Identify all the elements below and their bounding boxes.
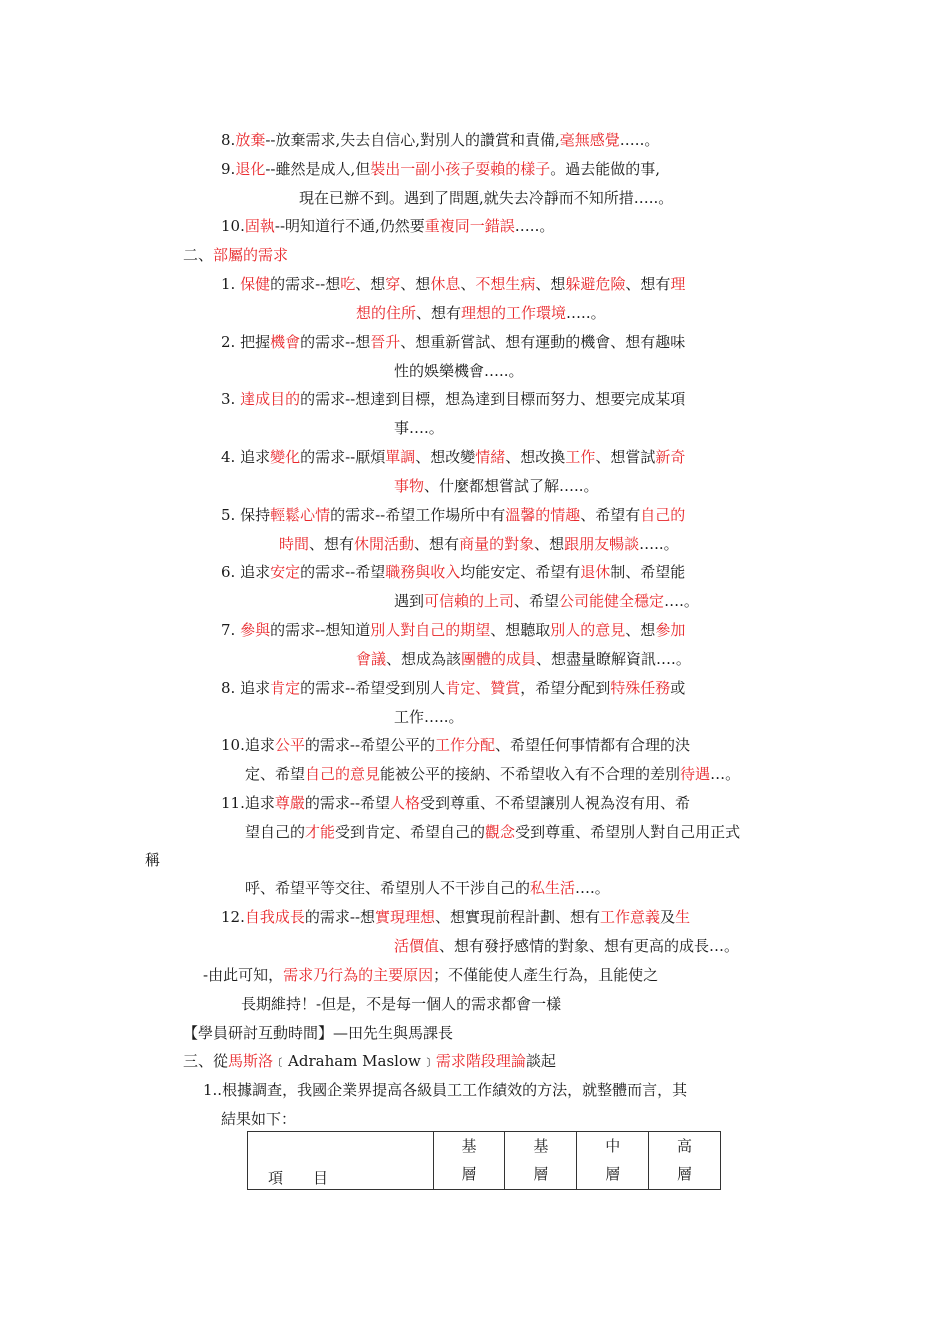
highlight-text: 團體的成員: [461, 650, 537, 668]
highlight-text: 參加: [655, 621, 686, 639]
highlight-text: 新奇: [655, 448, 686, 466]
body-text: 望自己的: [245, 823, 306, 841]
body-text: 的需求--想達到目標，想為達到目標而努力、想要完成某項: [300, 390, 686, 408]
highlight-text: 人格: [390, 794, 421, 812]
highlight-text: 理想的工作環境: [461, 304, 567, 322]
body-text: 能被公平的接納、不希望收入有不合理的差別: [380, 765, 681, 783]
text-line: [241, 994, 561, 1014]
highlight-text: 吃: [340, 275, 356, 293]
body-text: 、希望: [514, 592, 560, 610]
body-text: 3.: [221, 390, 241, 408]
text-line: [221, 332, 685, 352]
body-text: …..。: [514, 217, 555, 235]
body-text: 受到尊重、希望別人對自己用正式: [515, 823, 741, 841]
highlight-text: 公司能健全穩定: [559, 592, 665, 610]
body-text: 4. 追求: [221, 448, 271, 466]
body-text: 、想實現前程計劃、想有: [435, 908, 601, 926]
text-line: [221, 678, 685, 698]
level-header-cell: [505, 1132, 577, 1190]
body-text: 工作…..。: [394, 708, 464, 726]
highlight-text: 公平: [274, 736, 305, 754]
body-text: 、想: [355, 275, 386, 293]
highlight-text: 需求階段理論: [435, 1052, 526, 1070]
body-text: 及: [660, 908, 676, 926]
text-line: [394, 476, 599, 496]
text-line: [221, 130, 659, 150]
body-text: 均能安定、希望有: [460, 563, 581, 581]
highlight-text: 保健: [240, 275, 271, 293]
highlight-text: 別人對自己的期望: [370, 621, 491, 639]
highlight-text: 別人的意見: [550, 621, 626, 639]
body-text: --明知道行不通,仍然要: [274, 217, 425, 235]
level-header-cell: [433, 1132, 505, 1190]
body-text: 10.追求: [221, 736, 275, 754]
body-text: 7.: [221, 621, 241, 639]
body-text: 長期維持！-但是，不是每一個人的需求都會一樣: [241, 995, 562, 1013]
body-text: 、想聽取: [490, 621, 551, 639]
highlight-text: 時間: [279, 535, 310, 553]
body-text: --放棄需求,失去自信心,對別人的讚賞和責備,: [265, 131, 560, 149]
text-line: [221, 216, 554, 236]
body-text: 1.: [221, 275, 241, 293]
body-text: 、想改變: [415, 448, 476, 466]
body-text: 、想嘗試: [595, 448, 656, 466]
body-text: 或: [670, 679, 686, 697]
body-text: 、想有: [416, 304, 462, 322]
body-text: 三、從: [183, 1052, 229, 1070]
body-text: …..。: [566, 304, 606, 322]
body-text: 10.: [221, 217, 245, 235]
text-line: [394, 418, 444, 438]
body-text: 【學員研討互動時間】—田先生與馬課長: [183, 1024, 454, 1042]
text-line: [221, 274, 685, 294]
text-line: [203, 965, 658, 985]
highlight-text: 私生活: [530, 879, 576, 897]
text-line: [356, 649, 691, 669]
highlight-text: 重複同一錯誤: [424, 217, 515, 235]
highlight-text: 機會: [270, 333, 301, 351]
body-text: 受到尊重、不希望讓別人視為沒有用、希: [420, 794, 691, 812]
item-header-cell: [248, 1132, 434, 1190]
level-header-bottom: 層: [533, 1165, 549, 1183]
highlight-text: 肯定、贊賞: [445, 679, 521, 697]
highlight-text: 尊嚴: [274, 794, 305, 812]
text-line: [221, 1109, 296, 1129]
highlight-text: 裝出一副小孩子耍賴的樣子: [370, 160, 551, 178]
highlight-text: 工作分配: [435, 736, 496, 754]
body-text: 12.: [221, 908, 245, 926]
results-table: [247, 1131, 721, 1190]
body-text: 、想重新嘗試、想有運動的機會、想有趣味: [400, 333, 686, 351]
body-text: …..。: [639, 535, 679, 553]
highlight-text: 穿: [385, 275, 401, 293]
text-line: [356, 303, 606, 323]
text-line: [245, 764, 740, 784]
highlight-text: 退化: [235, 160, 266, 178]
highlight-text: 單調: [385, 448, 416, 466]
highlight-text: 放棄: [235, 131, 266, 149]
body-text: 談起: [525, 1052, 556, 1070]
level-header-cell: [649, 1132, 721, 1190]
body-text: --雖然是成人,但: [265, 160, 371, 178]
highlight-text: 觀念: [485, 823, 516, 841]
body-text: 呼、希望平等交往、希望別人不干涉自己的: [245, 879, 531, 897]
text-line: [221, 159, 660, 179]
text-line: [279, 534, 679, 554]
highlight-text: 活價值: [394, 937, 440, 955]
body-text: …。: [710, 765, 741, 783]
body-text: 的需求--想: [300, 333, 371, 351]
body-text: 8. 追求: [221, 679, 271, 697]
highlight-text: 生: [675, 908, 691, 926]
body-text: ….。: [664, 592, 699, 610]
highlight-text: 肯定: [270, 679, 301, 697]
body-text: 遇到: [394, 592, 425, 610]
body-text: ﹝Adraham Maslow﹞: [273, 1052, 436, 1070]
body-text: 、想: [400, 275, 431, 293]
body-text: 8.: [221, 131, 236, 149]
body-text: 的需求--厭煩: [300, 448, 386, 466]
text-line: [221, 735, 690, 755]
text-line: [221, 907, 690, 927]
body-text: 、想改換: [505, 448, 566, 466]
highlight-text: 休閒活動: [354, 535, 415, 553]
body-text: 制、希望能: [610, 563, 686, 581]
body-text: 、想有: [414, 535, 460, 553]
highlight-text: 自己的意見: [305, 765, 381, 783]
highlight-text: 固執: [244, 217, 275, 235]
highlight-text: 晉升: [370, 333, 401, 351]
body-text: 性的娛樂機會…..。: [394, 362, 524, 380]
highlight-text: 待遇: [680, 765, 711, 783]
body-text: 的需求--希望: [304, 794, 391, 812]
highlight-text: 商量的對象: [459, 535, 535, 553]
text-line: [145, 850, 160, 870]
highlight-text: 工作: [565, 448, 596, 466]
body-text: ；不僅能使人產生行為，且能使之: [433, 966, 659, 984]
table-header-row: [248, 1132, 721, 1190]
highlight-text: 馬斯洛: [228, 1052, 274, 1070]
highlight-text: 輕鬆心情: [270, 506, 331, 524]
level-header-top: 中: [605, 1137, 621, 1155]
text-line: [183, 1023, 453, 1043]
body-text: 的需求--希望: [300, 563, 386, 581]
text-line: [203, 1080, 687, 1100]
body-text: 、想成為該: [386, 650, 462, 668]
highlight-text: 可信賴的上司: [424, 592, 515, 610]
highlight-text: 事物: [394, 477, 425, 495]
body-text: 、想: [535, 275, 566, 293]
body-text: 1..根據調查，我國企業界提高各級員工工作績效的方法，就整體而言，其: [203, 1081, 688, 1099]
text-line: [221, 620, 685, 640]
level-header-bottom: 層: [605, 1165, 621, 1183]
body-text: 、想: [534, 535, 565, 553]
body-text: 、想有: [309, 535, 355, 553]
body-text: 、想: [625, 621, 656, 639]
body-text: 5. 保持: [221, 506, 271, 524]
text-line: [394, 591, 699, 611]
section-heading: [183, 1051, 556, 1071]
highlight-text: 退休: [580, 563, 611, 581]
text-line: [221, 447, 685, 467]
highlight-text: 變化: [270, 448, 301, 466]
text-line: [299, 188, 673, 208]
text-line: [394, 707, 464, 727]
text-line: [221, 562, 685, 582]
body-text: 、希望有: [580, 506, 641, 524]
text-line: [221, 389, 685, 409]
highlight-text: 理: [670, 275, 686, 293]
text-line: [245, 878, 610, 898]
highlight-text: 需求乃行為的主要原因: [283, 966, 434, 984]
body-text: 稱: [145, 851, 161, 869]
level-header-bottom: 層: [677, 1165, 693, 1183]
body-text: 受到肯定、希望自己的: [335, 823, 486, 841]
text-line: [245, 822, 740, 842]
body-text: 9.: [221, 160, 236, 178]
level-header-bottom: 層: [461, 1165, 477, 1183]
text-line: [221, 793, 690, 813]
body-text: 現在已辦不到。遇到了問題,就失去冷靜而不知所措…..。: [299, 189, 674, 207]
section-heading: [183, 245, 288, 265]
highlight-text: 不想生病: [475, 275, 536, 293]
highlight-text: 達成目的: [240, 390, 301, 408]
body-text: 6. 追求: [221, 563, 271, 581]
highlight-text: 情緒: [475, 448, 506, 466]
body-text: 、想有發抒感情的對象、想有更高的成長…。: [439, 937, 740, 955]
body-text: -由此可知，: [203, 966, 284, 984]
body-text: 的需求--想知道: [270, 621, 371, 639]
highlight-text: 溫馨的情趣: [505, 506, 581, 524]
body-text: 、什麼都想嘗試了解…..。: [424, 477, 599, 495]
body-text: ….。: [575, 879, 610, 897]
body-text: …..。: [619, 131, 660, 149]
body-text: 、: [460, 275, 476, 293]
highlight-text: 自己的: [640, 506, 686, 524]
body-text: ，希望分配到: [520, 679, 611, 697]
body-text: 的需求--想: [270, 275, 341, 293]
level-header-top: 基: [461, 1137, 477, 1155]
highlight-text: 會議: [356, 650, 387, 668]
body-text: 的需求--希望受到別人: [300, 679, 446, 697]
body-text: 2. 把握: [221, 333, 271, 351]
body-text: 定、希望: [245, 765, 306, 783]
body-text: 11.追求: [221, 794, 275, 812]
highlight-text: 安定: [270, 563, 301, 581]
body-text: 。過去能做的事,: [550, 160, 661, 178]
highlight-text: 才能: [305, 823, 336, 841]
body-text: 結果如下：: [221, 1110, 297, 1128]
highlight-text: 職務與收入: [385, 563, 461, 581]
highlight-text: 毫無感覺: [559, 131, 620, 149]
highlight-text: 想的住所: [356, 304, 417, 322]
body-text: 的需求--希望公平的: [304, 736, 436, 754]
body-text: 事….。: [394, 419, 444, 437]
highlight-text: 躲避危險: [565, 275, 626, 293]
highlight-text: 特殊任務: [610, 679, 671, 697]
text-line: [221, 505, 685, 525]
body-text: 的需求--想: [304, 908, 376, 926]
text-line: [394, 361, 524, 381]
highlight-text: 工作意義: [600, 908, 661, 926]
highlight-text: 跟朋友暢談: [564, 535, 640, 553]
highlight-text: 部屬的需求: [213, 246, 289, 264]
highlight-text: 參與: [240, 621, 271, 639]
body-text: 的需求--希望工作場所中有: [330, 506, 506, 524]
level-header-top: 高: [677, 1137, 693, 1155]
level-header-cell: [577, 1132, 649, 1190]
highlight-text: 自我成長: [244, 908, 305, 926]
body-text: 、希望任何事情都有合理的決: [495, 736, 691, 754]
highlight-text: 實現理想: [375, 908, 436, 926]
item-header-label: 項 目: [268, 1169, 329, 1187]
body-text: 二、: [183, 246, 214, 264]
text-line: [394, 936, 739, 956]
highlight-text: 休息: [430, 275, 461, 293]
level-header-top: 基: [533, 1137, 549, 1155]
body-text: 、想有: [625, 275, 671, 293]
body-text: 、想盡量瞭解資訊….。: [536, 650, 691, 668]
